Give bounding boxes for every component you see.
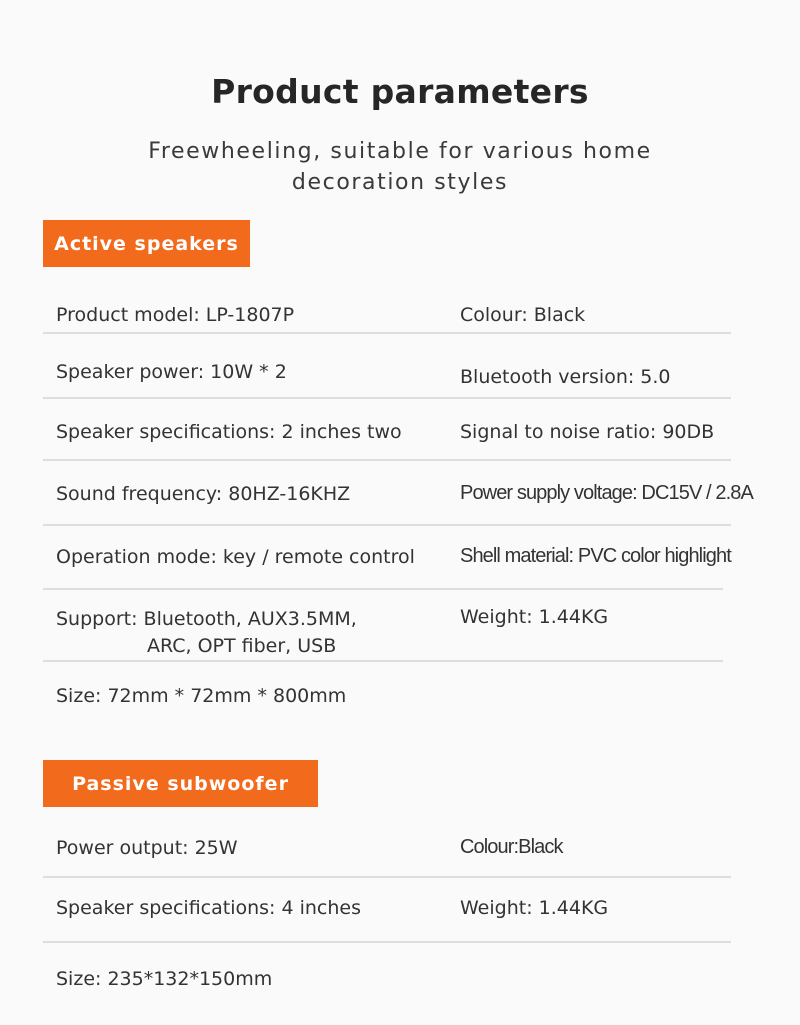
active-speakers-badge: Active speakers — [43, 220, 250, 267]
page-subtitle — [0, 136, 800, 198]
subtitle-line-1: Freewheeling, suitable for various home — [148, 139, 652, 164]
colour: Colour: Black — [460, 304, 586, 326]
divider — [43, 588, 723, 590]
subwoofer-weight: Weight: 1.44KG — [460, 897, 609, 919]
divider — [43, 332, 731, 334]
divider — [43, 524, 731, 526]
subwoofer-size: Size: 235*132*150mm — [56, 968, 273, 990]
product-model: Product model: LP-1807P — [56, 304, 295, 326]
shell-material: Shell material: PVC color highlight — [460, 545, 731, 567]
passive-subwoofer-badge: Passive subwoofer — [43, 760, 318, 807]
support — [56, 606, 357, 660]
support-line-1: Support: Bluetooth, AUX3.5MM, — [56, 608, 357, 630]
speaker-power: Speaker power: 10W * 2 — [56, 361, 287, 383]
subwoofer-speaker-specifications: Speaker specifications: 4 inches — [56, 897, 362, 919]
weight: Weight: 1.44KG — [460, 606, 609, 628]
operation-mode: Operation mode: key / remote control — [56, 546, 415, 568]
divider — [43, 459, 731, 461]
divider — [43, 397, 731, 399]
divider — [43, 876, 731, 878]
subwoofer-colour: Colour:Black — [460, 836, 563, 858]
subtitle-line-2: decoration styles — [291, 170, 509, 195]
power-output: Power output: 25W — [56, 837, 238, 859]
power-supply-voltage: Power supply voltage: DC15V / 2.8A — [460, 482, 753, 504]
sound-frequency: Sound frequency: 80HZ-16KHZ — [56, 483, 351, 505]
bluetooth-version: Bluetooth version: 5.0 — [460, 366, 671, 388]
page-title: Product parameters — [211, 72, 589, 111]
support-line-2: ARC, OPT fiber, USB — [147, 635, 337, 657]
size: Size: 72mm * 72mm * 800mm — [56, 685, 347, 707]
signal-to-noise-ratio: Signal to noise ratio: 90DB — [460, 421, 715, 443]
divider — [43, 941, 731, 943]
speaker-specifications: Speaker specifications: 2 inches two — [56, 421, 402, 443]
divider — [43, 660, 723, 662]
